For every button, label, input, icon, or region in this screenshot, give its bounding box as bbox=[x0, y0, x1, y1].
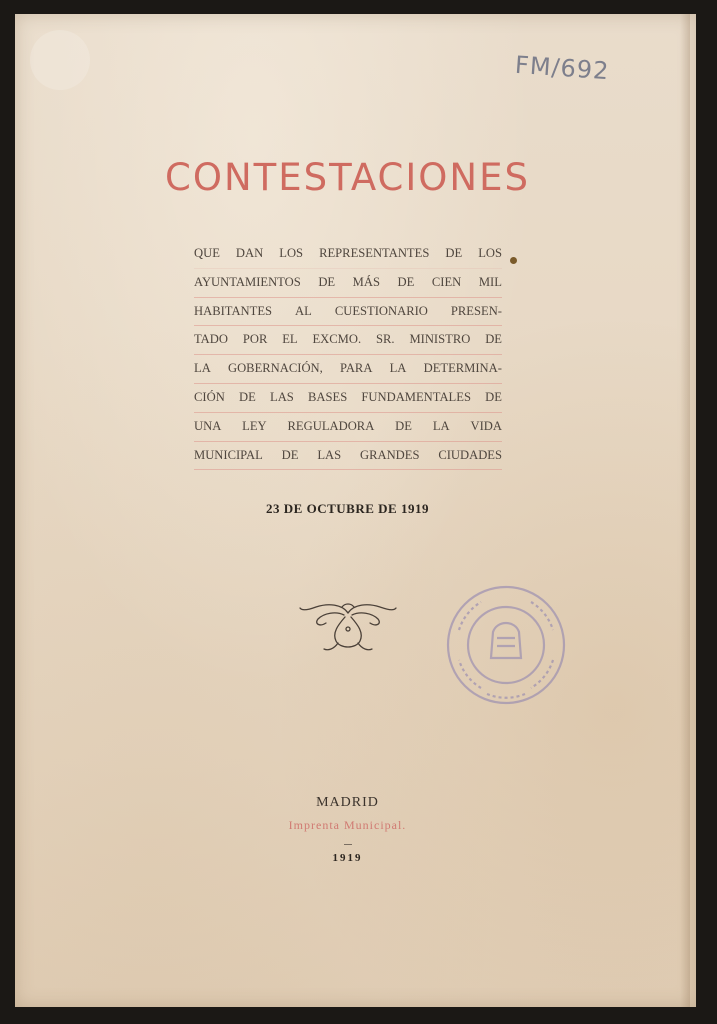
subtitle-word: LA bbox=[432, 418, 450, 433]
subtitle-word: QUE bbox=[194, 246, 220, 260]
subtitle-line bbox=[194, 269, 502, 298]
subtitle-word: VIDA bbox=[470, 418, 502, 433]
subtitle-word: REPRESENTANTES bbox=[319, 246, 430, 260]
subtitle-word: SR. bbox=[376, 332, 395, 347]
subtitle-word: DE bbox=[318, 274, 336, 289]
subtitle-word: DE bbox=[397, 274, 415, 289]
subtitle-word: GRANDES bbox=[359, 447, 420, 462]
page-title: CONTESTACIONES bbox=[165, 156, 530, 199]
subtitle-word: LOS bbox=[279, 246, 304, 260]
subtitle-block bbox=[194, 240, 502, 470]
subtitle-word: AL bbox=[295, 303, 312, 318]
subtitle-word: CIUDADES bbox=[438, 447, 502, 462]
subtitle-word: MÁS bbox=[352, 274, 380, 289]
subtitle-word: DE bbox=[239, 389, 256, 404]
page-edge-shadow bbox=[680, 14, 690, 1007]
subtitle-line bbox=[194, 326, 502, 355]
subtitle-line bbox=[194, 298, 502, 327]
subtitle-line bbox=[194, 240, 502, 269]
subtitle-word: UNA bbox=[194, 418, 222, 433]
library-stamp-icon bbox=[445, 584, 567, 706]
subtitle-word: DE bbox=[445, 246, 463, 260]
subtitle-word: CUESTIONARIO bbox=[334, 303, 428, 318]
subtitle-word: DE bbox=[485, 389, 502, 404]
subtitle-word: POR bbox=[242, 332, 268, 347]
subtitle-word: BASES bbox=[308, 389, 348, 404]
subtitle-line bbox=[194, 384, 502, 413]
publication-date: 23 DE OCTUBRE DE 1919 bbox=[266, 501, 429, 516]
paper-stain bbox=[30, 30, 90, 90]
subtitle-word: MINISTRO bbox=[409, 332, 471, 347]
subtitle-word: LOS bbox=[478, 246, 502, 260]
subtitle-word: AYUNTAMIENTOS bbox=[194, 274, 301, 289]
subtitle-word: LA bbox=[194, 361, 211, 376]
imprint-press: Imprenta Municipal. bbox=[288, 818, 407, 832]
fleuron-ornament-icon bbox=[298, 599, 398, 657]
subtitle-word: LAS bbox=[270, 389, 294, 404]
subtitle-word: PARA bbox=[339, 361, 373, 376]
subtitle-word: LEY bbox=[242, 418, 267, 433]
subtitle-word: DE bbox=[485, 332, 502, 347]
subtitle-word: EXCMO. bbox=[312, 332, 362, 347]
subtitle-word: REGULADORA bbox=[287, 418, 375, 433]
subtitle-line bbox=[194, 413, 502, 442]
handwritten-shelfmark: FM/692 bbox=[514, 50, 611, 86]
subtitle-word: GOBERNACIÓN, bbox=[227, 361, 323, 376]
subtitle-word: EL bbox=[282, 332, 298, 347]
subtitle-word: FUNDAMENTALES bbox=[361, 389, 471, 404]
subtitle-word: TADO bbox=[194, 332, 228, 347]
subtitle-word: CIÓN bbox=[194, 389, 225, 404]
subtitle-word: MIL bbox=[478, 274, 502, 289]
subtitle-word: LA bbox=[389, 361, 407, 376]
subtitle-word: MUNICIPAL bbox=[194, 447, 263, 462]
subtitle-word: LAS bbox=[317, 447, 342, 462]
subtitle-word: DAN bbox=[235, 246, 264, 260]
subtitle-word: DE bbox=[281, 447, 299, 462]
document-page bbox=[15, 14, 696, 1007]
subtitle-word: CIEN bbox=[431, 274, 462, 289]
subtitle-word: DETERMINA- bbox=[423, 361, 502, 376]
subtitle-line bbox=[194, 442, 502, 471]
imprint-divider bbox=[344, 844, 352, 845]
subtitle-word: PRESEN- bbox=[450, 303, 502, 318]
imprint-year: 1919 bbox=[332, 852, 363, 864]
imprint-city: MADRID bbox=[316, 795, 379, 810]
subtitle-word: DE bbox=[395, 418, 412, 433]
subtitle-line bbox=[194, 355, 502, 384]
subtitle-word: HABITANTES bbox=[194, 303, 273, 318]
paper-spot bbox=[510, 257, 517, 264]
